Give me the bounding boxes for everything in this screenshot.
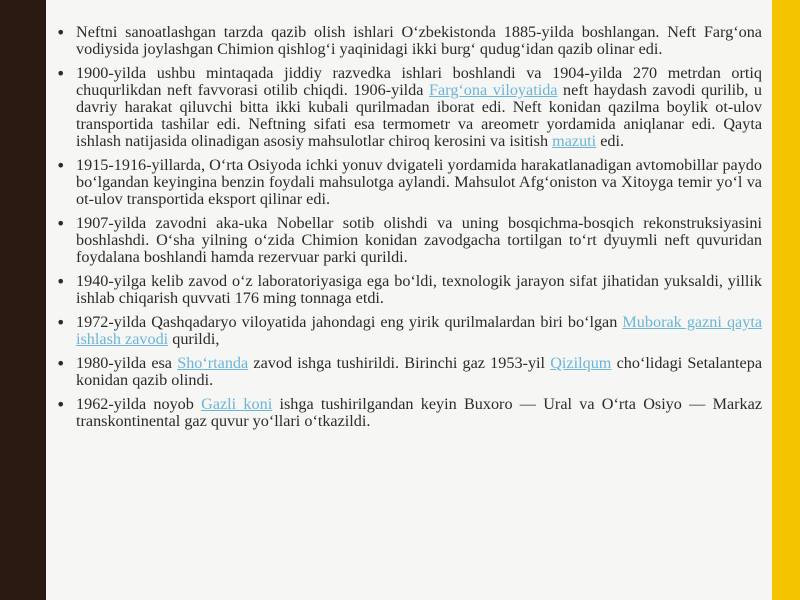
bullet-item-1900 [56,65,762,150]
bullet-item-1940 [56,273,762,307]
bullet-text: neft haydash zavodi qurilib, u davriy harakat qiluvchi bitta ikki kubali qurilmadan iborat edi. Neft konidan qazilma boylik ot-ulov transportida tashilar edi. Neftning sifati esa termometr va areometr yordamida aniqlanar edi. Qayta ishlash natijasida olinadigan asosiy mahsulotlar chiroq kerosini va isitish [76,81,762,150]
link-fargona-viloyati[interactable]: Farg‘ona viloyatida [429,81,558,99]
bullet-text: 1915-1916-yillarda, O‘rta Osiyoda ichki yonuv dvigateli yordamida harakatlanadigan avtomobillar paydo bo‘lgandan keyingina benzin foydali mahsulotga aylandi. Mahsulot Afg‘oniston va Xitoyga temir yo‘l va ot-ulov transportida eksport qilinar edi. [76,156,762,208]
bullet-text: edi. [596,132,625,150]
bullet-item-1980 [56,355,762,389]
bullet-item-1885 [56,24,762,58]
bullet-text: 1980-yilda esa [76,354,178,372]
bullet-item-1907 [56,215,762,266]
link-gazli-koni[interactable]: Gazli koni [201,395,273,413]
bullet-text: qurildi, [168,330,220,348]
bullet-text: 1907-yilda zavodni aka-uka Nobellar sotib olishdi va uning bosqichma-bosqich rekonstruksiyasini boshlashdi. O‘sha yilning o‘zida Chimion konidan zavodgacha tortilgan to‘rt dyuymli neft quvuridan foydalana boshlandi hamda rezervuar parki qurildi. [76,214,762,266]
link-muborak-zavodi[interactable]: Muborak gazni qayta ishlash zavodi [76,313,762,348]
bullet-item-1915 [56,157,762,208]
left-decorative-bar [0,0,46,600]
bullet-text: cho‘lidagi Setalantepa konidan qazib olindi. [76,354,762,389]
bullet-text: 1962-yilda noyob [76,395,202,413]
bullet-list [56,24,762,437]
bullet-item-1972 [56,314,762,348]
bullet-text: ishga tushirilgandan keyin Buxoro — Ural va O‘rta Osiyo — Markaz transkontinental gaz quvur yo‘llari o‘tkazildi. [76,395,763,430]
bullet-text: zavod ishga tushirildi. Birinchi gaz 1953-yil [248,354,551,372]
bullet-text: 1940-yilga kelib zavod o‘z laboratoriyasiga ega bo‘ldi, texnologik jarayon sifat jihatidan yuksaldi, yillik ishlab chiqarish quvvati 176 ming tonnaga etdi. [76,272,762,307]
link-qizilqum[interactable]: Qizilqum [550,354,612,372]
right-accent-bar [772,0,800,600]
bullet-text: 1900-yilda ushbu mintaqada jiddiy razvedka ishlari boshlandi va 1904-yilda 270 metrdan ortiq chuqurlikdan neft favvorasi otilib chiqdi. 1906-yilda [76,64,762,99]
bullet-item-1962 [56,396,762,430]
slide-content [46,0,772,600]
link-shortan[interactable]: Sho‘rtanda [177,354,249,372]
bullet-text: 1972-yilda Qashqadaryo viloyatida jahondagi eng yirik qurilmalardan biri bo‘lgan [76,313,623,331]
link-mazut[interactable]: mazuti [552,132,597,150]
bullet-text: Neftni sanoatlashgan tarzda qazib olish ishlari O‘zbekistonda 1885-yilda boshlangan. Neft Farg‘ona vodiysida joylashgan Chimion qishlog‘i yaqinidagi ikki burg‘ qudug‘idan qazib olinar edi. [76,23,762,58]
